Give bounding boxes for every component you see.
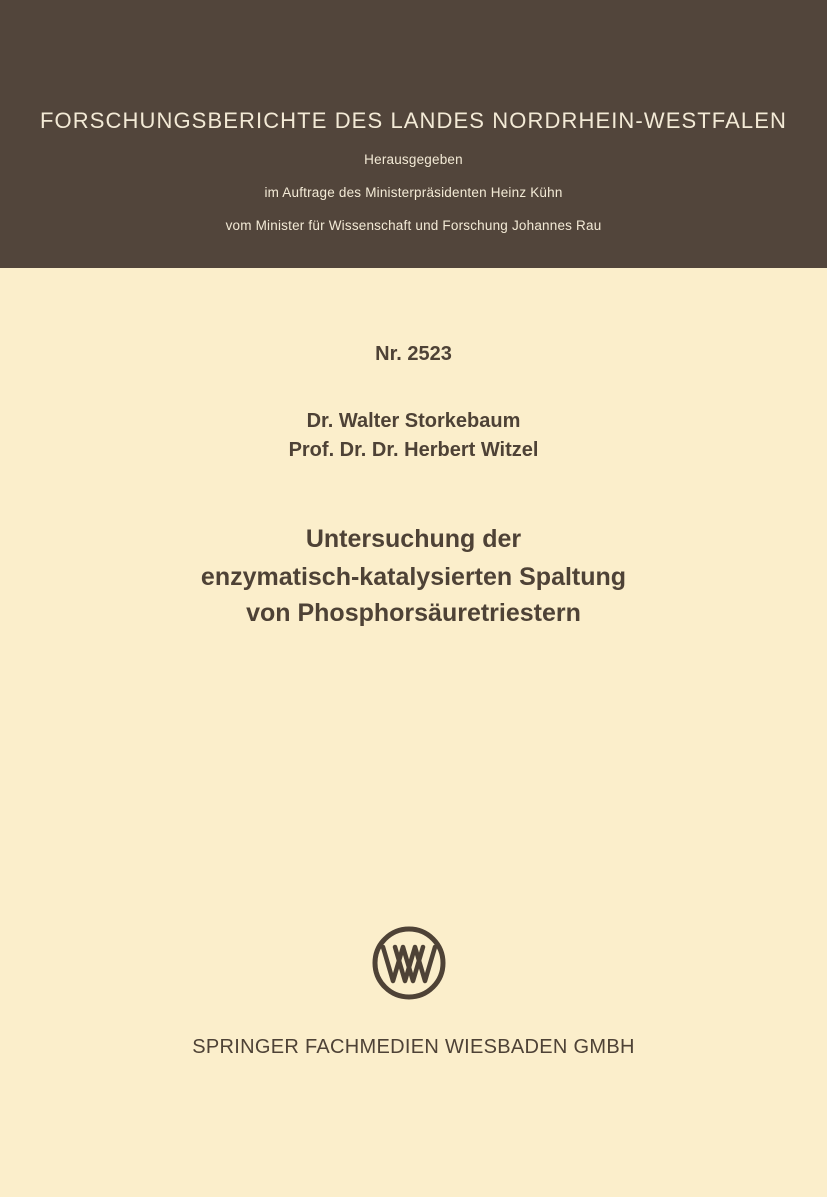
book-title-line-1: Untersuchung der <box>305 525 522 553</box>
author-2: Prof. Dr. Dr. Herbert Witzel <box>288 439 539 461</box>
author-1: Dr. Walter Storkebaum <box>306 410 521 432</box>
springer-ww-logo-icon <box>371 925 447 1001</box>
header-band <box>0 0 827 268</box>
book-title-line-3: von Phosphorsäuretriestern <box>246 599 581 627</box>
editor-line-3: vom Minister für Wissenschaft und Forschung Johannes Rau <box>225 218 602 233</box>
editor-line-2: im Auftrage des Ministerpräsidenten Heinz Kühn <box>264 185 563 200</box>
volume-number: Nr. 2523 <box>375 343 452 365</box>
series-title: FORSCHUNGSBERICHTE DES LANDES NORDRHEIN-WESTFALEN <box>40 108 787 133</box>
editor-line-1: Herausgegeben <box>364 152 463 167</box>
publisher-name: SPRINGER FACHMEDIEN WIESBADEN GMBH <box>192 1036 635 1058</box>
book-title-line-2: enzymatisch-katalysierten Spaltung <box>200 563 627 591</box>
